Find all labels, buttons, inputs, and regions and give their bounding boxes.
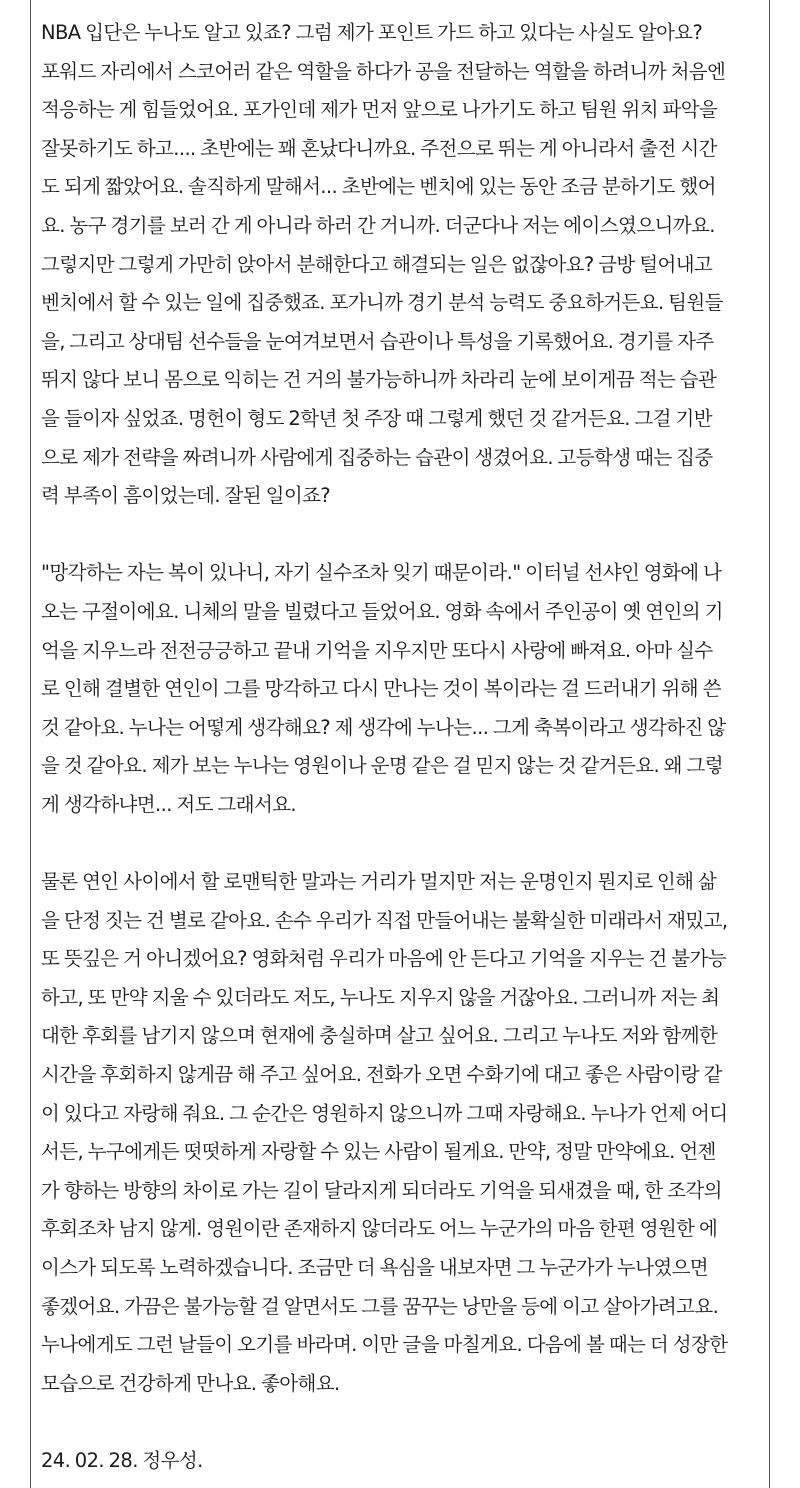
text-line: 이스가 되도록 노력하겠습니다. 조금만 더 욕심을 내보자면 그 누군가가 누나였으면: [41, 1256, 709, 1279]
text-line: 하고, 또 만약 지울 수 있더라도 저도, 누나도 지우지 않을 거잖아요. 그러니까 저는 최: [41, 985, 720, 1009]
text-line: 이 있다고 자랑해 줘요. 그 순간은 영원하지 않으니까 그때 자랑해요. 누나가 언제 어디: [41, 1101, 728, 1125]
paragraph-gap: [41, 516, 763, 555]
text-line: 로 인해 결별한 연인이 그를 망각하고 다시 만나는 것이 복이라는 걸 드러내기 위해 쓴: [41, 677, 721, 701]
text-line: 포워드 자리에서 스코어러 같은 역할을 하다가 공을 전달하는 역할을 하려니까 처음엔: [41, 59, 726, 83]
text-line: 도 되게 짧았어요. 솔직하게 말해서... 초반에는 벤치에 있는 동안 조금 분하기도 했어: [41, 175, 716, 199]
text-line: 좋겠어요. 가끔은 불가능할 걸 알면서도 그를 꿈꾸는 낭만을 등에 이고 살아가려고요.: [41, 1294, 719, 1318]
paragraph-eternal-sunshine: [41, 554, 763, 824]
paragraph-closing: [41, 863, 763, 1403]
text-line: 물론 연인 사이에서 할 로맨틱한 말과는 거리가 멀지만 저는 운명인지 뭔지로 인해 삶: [41, 870, 717, 894]
text-line: 적응하는 게 힘들었어요. 포가인데 제가 먼저 앞으로 나가기도 하고 팀원 위치 파악을: [41, 98, 718, 122]
text-line: 가 향하는 방향의 차이로 가는 길이 달라지게 되더라도 기억을 되새겼을 때, 한 조각의: [41, 1178, 722, 1202]
text-line: 대한 후회를 남기지 않으며 현재에 충실하며 살고 싶어요. 그리고 누나도 저와 함께한: [41, 1024, 718, 1048]
paragraph-gap: [41, 1403, 763, 1442]
paragraph-gap: [41, 824, 763, 863]
text-line: NBA 입단은 누나도 알고 있죠? 그럼 제가 포인트 가드 하고 있다는 사실도 알아요?: [41, 21, 703, 44]
text-line: 누나에게도 그런 날들이 오기를 바라며. 이만 글을 마칠게요. 다음에 볼 때는 더 성장한: [41, 1333, 728, 1357]
text-line: 모습으로 건강하게 만나요. 좋아해요.: [41, 1371, 340, 1395]
text-line: 시간을 후회하지 않게끔 해 주고 싶어요. 전화가 오면 수화기에 대고 좋은 사람이랑 같: [41, 1063, 722, 1087]
text-line: 또 뜻깊은 거 아니겠어요? 영화처럼 우리가 마음에 안 든다고 기억을 지우는 건 불가능: [41, 947, 726, 971]
text-line: 을, 그리고 상대팀 선수들을 눈여겨보면서 습관이나 특성을 기록했어요. 경기를 자주: [41, 329, 714, 353]
text-line: 서든, 누구에게든 떳떳하게 자랑할 수 있는 사람이 될게요. 만약, 정말 만약에요. 언젠: [41, 1140, 716, 1164]
text-line: "망각하는 자는 복이 있나니, 자기 실수조차 잊기 때문이라." 이터널 선샤인 영화에 나: [41, 561, 722, 585]
text-line: 그렇지만 그렇게 가만히 앉아서 분해한다고 해결되는 일은 없잖아요? 금방 털어내고: [41, 252, 713, 276]
text-line: 게 생각하냐면... 저도 그래서요.: [41, 792, 297, 816]
text-line: 오는 구절이에요. 니체의 말을 빌렸다고 들었어요. 영화 속에서 주인공이 옛 연인의 기: [41, 599, 723, 623]
text-line: 을 단정 짓는 건 별로 같아요. 손수 우리가 직접 만들어내는 불확실한 미래라서 재밌고,: [41, 908, 728, 932]
text-line: 으로 제가 전략을 짜려니까 사람에게 집중하는 습관이 생겼어요. 고등학생 때는 집중: [41, 445, 713, 469]
text-line: 을 들이자 싶었죠. 명헌이 형도 2학년 첫 주장 때 그렇게 했던 것 같거든요. 그걸 기반: [41, 406, 712, 430]
text-line: 잘못하기도 하고.... 초반에는 꽤 혼났다니까요. 주전으로 뛰는 게 아니라서 출전 시간: [41, 136, 717, 160]
text-line: 벤치에서 할 수 있는 일에 집중했죠. 포가니까 경기 분석 능력도 중요하거든요. 팀원들: [41, 291, 723, 315]
text-line: 뛰지 않다 보니 몸으로 익히는 건 거의 불가능하니까 차라리 눈에 보이게끔 적는 습관: [41, 368, 717, 392]
text-line: 것 같아요. 누나는 어떻게 생각해요? 제 생각에 누나는... 그게 축복이라고 생각하진 않: [41, 715, 726, 739]
text-line: 력 부족이 흠이었는데. 잘된 일이죠?: [41, 484, 331, 508]
paragraph-nba: [41, 14, 763, 516]
signature: 24. 02. 28. 정우성.: [41, 1448, 203, 1472]
letter-body: [41, 14, 763, 1481]
text-line: 요. 농구 경기를 보러 간 게 아니라 하러 간 거니까. 더군다나 저는 에이스였으니까요.: [41, 213, 715, 237]
text-line: 을 것 같아요. 제가 보는 누나는 영원이나 운명 같은 걸 믿지 않는 것 같거든요. 왜 그렇: [41, 754, 723, 778]
text-line: 후회조차 남지 않게. 영원이란 존재하지 않더라도 어느 누군가의 마음 한편 영원한 에: [41, 1217, 718, 1241]
text-line: 억을 지우느라 전전긍긍하고 끝내 기억을 지우지만 또다시 사랑에 빠져요. 아마 실수: [41, 638, 713, 662]
